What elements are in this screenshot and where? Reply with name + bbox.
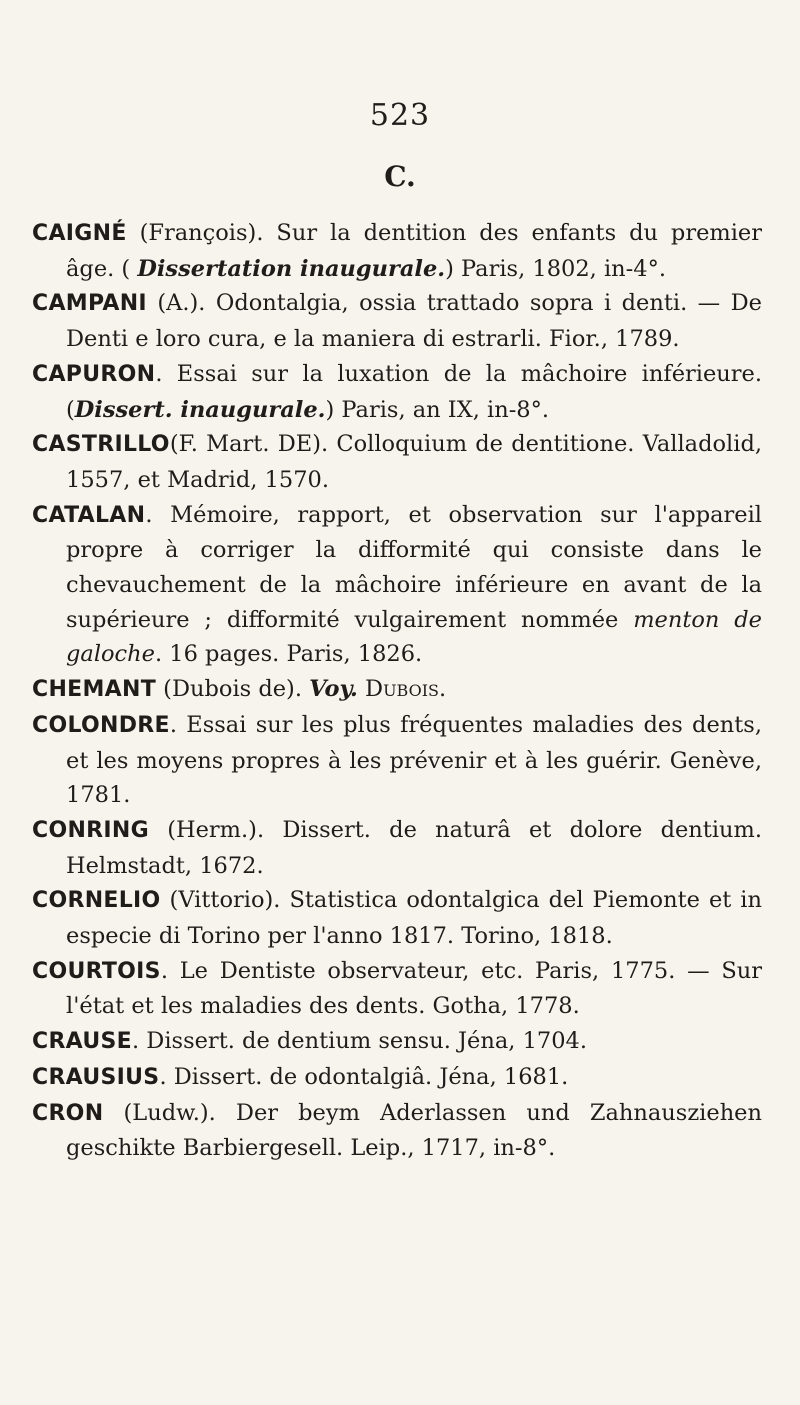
entry-text: . 16 pages. Paris, 1826. [154, 641, 423, 668]
entry-text: (A.). Odontalgia, ossia trattado sopra i denti. — De Denti e loro cura, e la maniera di estrarli. Fior., 1789. [66, 290, 762, 353]
entry-author: COLONDRE [32, 712, 170, 738]
entry-text: . Mémoire, rapport, et observation sur l'appareil propre à corriger la difformité qui consiste dans le chevauchement de la mâchoire inférieure en avant de la supérieure ; difformité vulgairement nommée [66, 501, 762, 633]
bibliography-entry [32, 1060, 762, 1096]
section-letter: C. [384, 160, 416, 193]
entry-text: ) Paris, an IX, in-8°. [325, 396, 550, 423]
entry-text [358, 676, 365, 702]
bibliography-entries [32, 216, 762, 1166]
entry-text: ) Paris, 1802, in-4°. [445, 255, 666, 282]
entry-text: . Essai sur la luxation de la mâchoire inférieure. ( [66, 360, 762, 423]
bibliography-entry [32, 1096, 762, 1166]
entry-text-sc: Dubois [365, 676, 440, 703]
entry-author: CRON [32, 1100, 104, 1126]
entry-text: (François). Sur la dentition des enfants du premier âge. ( [66, 220, 762, 282]
entry-text-bold-it: Dissertation inaugurale. [137, 255, 446, 282]
entry-text: (F. Mart. DE). Colloquium de dentitione. Valladolid, 1557, et Madrid, 1570. [66, 431, 762, 493]
bibliography-entry [32, 883, 762, 953]
entry-text: . Le Dentiste observateur, etc. Paris, 1775. — Sur l'état et les maladies des dents. Gotha, 1778. [66, 957, 762, 1020]
entry-author: CASTRILLO [32, 432, 170, 458]
entry-text: (Dubois de). [156, 676, 310, 703]
bibliography-entry [32, 813, 762, 883]
bibliography-entry [32, 954, 762, 1024]
entry-author: CORNELIO [32, 888, 161, 914]
entry-text-bold-it: Voy. [309, 676, 358, 703]
entry-author: CAMPANI [32, 291, 147, 317]
entry-text: (Ludw.). Der beym Aderlassen und Zahnausziehen geschikte Barbiergesell. Leip., 1717, in-8°. [66, 1099, 762, 1162]
bibliography-entry [32, 708, 762, 813]
entry-author: CATALAN [32, 502, 146, 528]
entry-text: . Essai sur les plus fréquentes maladies des dents, et les moyens propres à les prévenir et à les guérir. Genève, 1781. [66, 711, 762, 809]
entry-author: CRAUSIUS [32, 1064, 160, 1090]
entry-author: CHEMANT [32, 677, 157, 703]
bibliography-entry [32, 357, 762, 427]
entry-text: . [439, 676, 447, 703]
bibliography-entry [32, 286, 762, 356]
bibliography-entry [32, 672, 762, 708]
entry-author: CAIGNÉ [32, 221, 127, 246]
bibliography-entry [32, 216, 762, 286]
bibliography-entry [32, 1024, 762, 1060]
entry-author: CONRING [32, 817, 149, 843]
entry-author: CAPURON [32, 361, 156, 387]
entry-text-it: menton de galoche [66, 606, 762, 668]
bibliography-entry [32, 427, 762, 497]
entry-text: (Vittorio). Statistica odontalgica del Piemonte et in especie di Torino per l'anno 1817. Torino, 1818. [66, 887, 762, 950]
entry-text: . Dissert. de dentium sensu. Jéna, 1704. [131, 1028, 587, 1055]
entry-author: COURTOIS [32, 958, 161, 984]
entry-text-bold-it: Dissert. inaugurale. [74, 396, 326, 423]
page-number: 523 [369, 98, 431, 133]
entry-text: (Herm.). Dissert. de naturâ et dolore dentium. Helmstadt, 1672. [66, 816, 762, 879]
entry-text: . Dissert. de odontalgiâ. Jéna, 1681. [159, 1063, 569, 1090]
entry-author: CRAUSE [32, 1029, 132, 1055]
bibliography-entry [32, 498, 762, 673]
